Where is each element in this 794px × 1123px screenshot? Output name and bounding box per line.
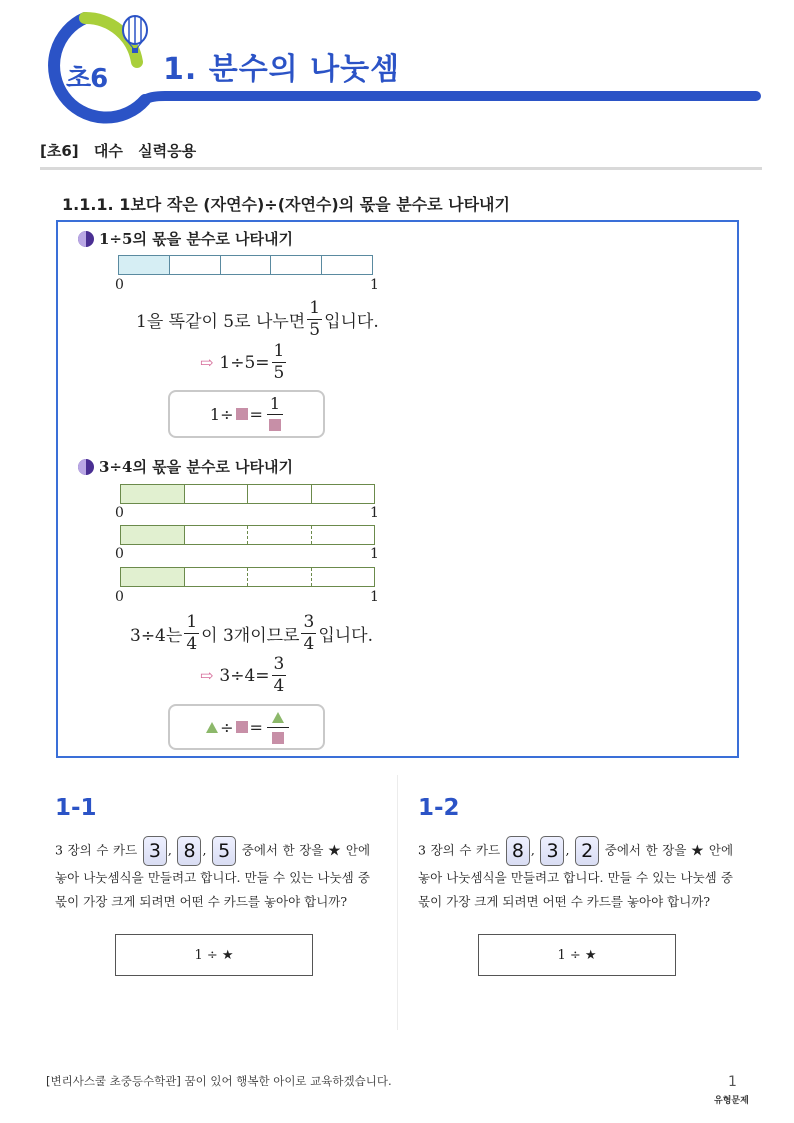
problem-intro: 3 장의 수 카드 bbox=[55, 842, 138, 858]
tick-zero: 0 bbox=[115, 277, 124, 293]
fraction bbox=[307, 300, 322, 339]
tick-zero: 0 bbox=[115, 505, 124, 521]
explanation-1-pre: 1을 똑같이 5로 나누면 bbox=[136, 312, 306, 332]
formula-denominator bbox=[267, 415, 283, 433]
type-label: 실력응용 bbox=[138, 142, 197, 160]
bar-cell bbox=[220, 256, 271, 274]
bar-cell bbox=[311, 568, 375, 586]
section-head-1 bbox=[78, 228, 293, 249]
fraction-denominator: 5 bbox=[273, 363, 285, 383]
page-label: 유형문제 bbox=[714, 1096, 749, 1106]
grade-tag: [초6] bbox=[40, 142, 79, 160]
general-formula-2 bbox=[168, 704, 325, 750]
bar-cell bbox=[311, 485, 375, 503]
answer-expression-box: 1 ÷ ★ bbox=[478, 934, 676, 976]
triangle-icon bbox=[272, 712, 284, 723]
bar-cell bbox=[247, 568, 311, 586]
bar-cell-filled bbox=[121, 485, 184, 503]
number-bar-quarters-2 bbox=[120, 525, 375, 545]
tick-one: 1 bbox=[370, 546, 379, 562]
problem-rest-2: 안에 놓아 나눗셈식을 만들려고 합니다. 만들 수 있는 나눗셈 중 몫이 가장 크게 되려면 어떤 수 카드를 놓아야 합니까? bbox=[418, 842, 734, 909]
formula-1-equals: = bbox=[249, 404, 263, 424]
explanation-2-post: 입니다. bbox=[318, 626, 373, 646]
subject-label: 대수 bbox=[93, 142, 123, 160]
section-head-1-text: 1÷5의 몫을 분수로 나타내기 bbox=[99, 230, 294, 248]
explanation-2-mid: 이 3개이므로 bbox=[201, 626, 300, 646]
arrow-icon: ⇨ bbox=[200, 353, 214, 372]
problem-rest-1: 중에서 한 장을 ★ bbox=[604, 842, 705, 858]
problem-rest-2: 안에 놓아 나눗셈식을 만들려고 합니다. 만들 수 있는 나눗셈 중 몫이 가장 크게 되려면 어떤 수 카드를 놓아야 합니까? bbox=[55, 842, 371, 909]
bar-cell-filled bbox=[121, 568, 184, 586]
number-bar-quarters-1 bbox=[120, 484, 375, 504]
square-icon bbox=[269, 419, 281, 431]
formula-fraction bbox=[267, 709, 289, 746]
number-card: 8 bbox=[506, 836, 530, 866]
formula-1-lhs: 1÷ bbox=[209, 404, 234, 424]
fraction-numerator: 1 bbox=[273, 341, 285, 361]
bar-cell bbox=[270, 256, 321, 274]
number-bar-quarters-3 bbox=[120, 567, 375, 587]
footer-slogan: [변리사스쿨 초중등수학관] 꿈이 있어 행복한 아이로 교육하겠습니다. bbox=[46, 1074, 392, 1088]
formula-denominator bbox=[270, 728, 286, 746]
equation-1-lhs: 1÷5= bbox=[219, 352, 270, 373]
bar-cell bbox=[184, 568, 248, 586]
formula-numerator bbox=[267, 709, 289, 728]
tick-one: 1 bbox=[370, 505, 379, 521]
section-head-2-text: 3÷4의 몫을 분수로 나타내기 bbox=[99, 458, 294, 476]
bar-cell bbox=[247, 485, 311, 503]
number-card: 3 bbox=[540, 836, 564, 866]
bar-cell bbox=[184, 485, 248, 503]
concept-title: 1.1.1. 1보다 작은 (자연수)÷(자연수)의 몫을 분수로 나타내기 bbox=[62, 195, 510, 214]
section-head-2 bbox=[78, 456, 293, 477]
number-bar-fifths bbox=[118, 255, 373, 275]
equation-2 bbox=[200, 656, 288, 695]
formula-2-div: ÷ bbox=[220, 717, 234, 737]
bullet-icon bbox=[78, 459, 94, 475]
fraction bbox=[272, 343, 287, 382]
tick-zero: 0 bbox=[115, 546, 124, 562]
explanation-1-post: 입니다. bbox=[324, 312, 379, 332]
fraction-numerator: 3 bbox=[303, 612, 315, 632]
bar-cell bbox=[169, 256, 220, 274]
number-card: 2 bbox=[575, 836, 599, 866]
bullet-icon bbox=[78, 231, 94, 247]
tick-one: 1 bbox=[370, 277, 379, 293]
grade-label: 초6 bbox=[66, 64, 108, 94]
problem-rest-1: 중에서 한 장을 ★ bbox=[241, 842, 342, 858]
problem-number: 1-1 bbox=[55, 795, 97, 821]
category-row bbox=[40, 140, 206, 161]
column-divider bbox=[397, 775, 398, 1030]
equation-1 bbox=[200, 343, 288, 382]
number-card: 5 bbox=[212, 836, 236, 866]
tick-one: 1 bbox=[370, 589, 379, 605]
explanation-2-pre: 3÷4는 bbox=[130, 626, 183, 646]
card-separator: , bbox=[565, 842, 570, 858]
card-separator: , bbox=[167, 842, 172, 858]
problem-number: 1-2 bbox=[418, 795, 460, 821]
square-icon bbox=[236, 408, 248, 420]
formula-fraction bbox=[267, 393, 283, 433]
card-separator: , bbox=[202, 842, 207, 858]
number-card: 3 bbox=[143, 836, 167, 866]
tick-zero: 0 bbox=[115, 589, 124, 605]
general-formula-1 bbox=[168, 390, 325, 438]
bar-cell bbox=[247, 526, 311, 544]
problem-intro: 3 장의 수 카드 bbox=[418, 842, 501, 858]
fraction bbox=[272, 656, 287, 695]
bar-cell-filled bbox=[121, 526, 184, 544]
equation-2-lhs: 3÷4= bbox=[219, 665, 270, 686]
bar-cell bbox=[321, 256, 372, 274]
formula-numerator: 1 bbox=[267, 396, 283, 415]
fraction bbox=[184, 614, 199, 653]
fraction-numerator: 1 bbox=[186, 612, 198, 632]
arrow-icon: ⇨ bbox=[200, 666, 214, 685]
number-card: 8 bbox=[177, 836, 201, 866]
fraction-numerator: 3 bbox=[273, 654, 285, 674]
fraction-denominator: 4 bbox=[273, 676, 285, 696]
problem-text bbox=[55, 836, 370, 914]
square-icon bbox=[272, 732, 284, 744]
page-number: 1 bbox=[728, 1074, 737, 1090]
explanation-2 bbox=[130, 614, 373, 653]
answer-expression-box: 1 ÷ ★ bbox=[115, 934, 313, 976]
fraction bbox=[301, 614, 316, 653]
explanation-1 bbox=[136, 300, 379, 339]
fraction-denominator: 5 bbox=[309, 320, 321, 340]
bar-cell bbox=[184, 526, 248, 544]
fraction-denominator: 4 bbox=[186, 634, 198, 654]
divider bbox=[40, 167, 762, 170]
card-separator: , bbox=[530, 842, 535, 858]
bar-cell-filled bbox=[119, 256, 169, 274]
bar-cell bbox=[311, 526, 375, 544]
chapter-title: 1. 분수의 나눗셈 bbox=[163, 52, 401, 87]
fraction-numerator: 1 bbox=[309, 298, 321, 318]
problem-text bbox=[418, 836, 733, 914]
formula-2-equals: = bbox=[249, 717, 263, 737]
square-icon bbox=[236, 721, 248, 733]
triangle-icon bbox=[206, 722, 218, 733]
fraction-denominator: 4 bbox=[303, 634, 315, 654]
